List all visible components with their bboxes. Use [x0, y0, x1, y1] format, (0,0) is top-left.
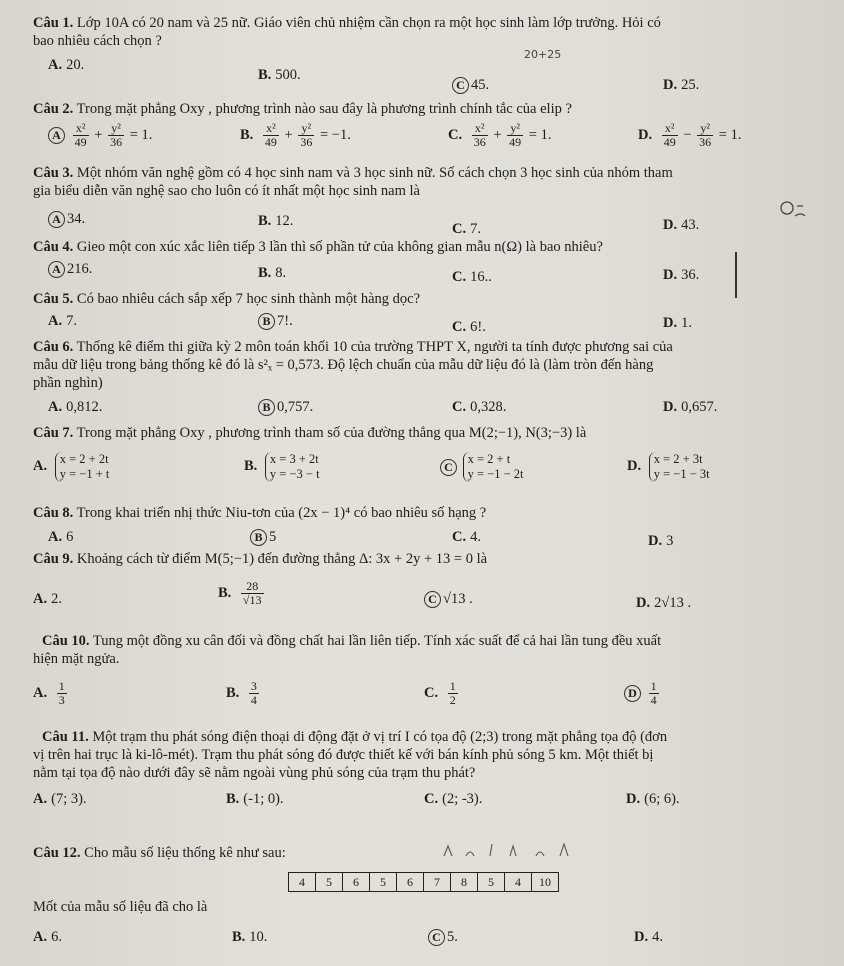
q9-option-b[interactable]: B. $\frac{28}{√13}$	[218, 579, 262, 607]
q1-option-d[interactable]: D. 25.	[663, 77, 700, 93]
q7-line1: Câu 7. Trong mặt phẳng Oxy , phương trình tham số của đường thẳng qua M(2;−1), N(3;−3) là	[33, 425, 587, 441]
q9-line1: Câu 9. Khoảng cách từ điểm M(5;−1) đến đường thẳng Δ: 3x + 2y + 13 = 0 là	[33, 551, 488, 567]
q1-option-b[interactable]: B. 500.	[258, 67, 301, 83]
q7-option-d[interactable]: D. x = 2 + 3t y = −1 − 3t	[627, 452, 710, 481]
sample-cell: 6	[343, 873, 370, 892]
q4-option-d[interactable]: D. 36.	[663, 267, 700, 283]
q11-option-b[interactable]: B. (-1; 0).	[226, 791, 284, 807]
q2-option-b[interactable]: B. $\frac{\text{x²}}{49}$ + $\frac{\text{y²}}{36}$ = −1.	[240, 121, 351, 149]
q10-option-c[interactable]: C. $\frac{1}{2}$	[424, 679, 456, 707]
q8-line1: Câu 8. Trong khai triển nhị thức Niu-tơn của (2x − 1)⁴ có bao nhiêu số hạng ?	[33, 505, 487, 521]
q8-option-c[interactable]: C. 4.	[452, 529, 481, 545]
equation-system: x = 3 + 2t y = −3 − t	[265, 452, 320, 482]
q5-option-d[interactable]: D. 1.	[663, 315, 692, 331]
q12-option-b[interactable]: B. 10.	[232, 929, 268, 945]
margin-line	[735, 252, 737, 298]
q6-line2: mẫu dữ liệu trong bảng thống kê đó là s²ₓ = 0,573. Độ lệch chuẩn của mẫu dữ liệu đó là (làm tròn đến hàng	[33, 357, 654, 373]
margin-doodle-icon	[773, 196, 813, 224]
q12-line2: Mốt của mẫu số liệu đã cho là	[33, 899, 208, 915]
q3-line2: gia biểu diễn văn nghệ sao cho luôn có ít nhất một học sinh nam là	[33, 183, 420, 199]
q3-option-a[interactable]: A 34.	[48, 210, 85, 228]
q1-option-c[interactable]: C 45.	[452, 76, 489, 94]
sample-cell: 5	[316, 873, 343, 892]
q12-line1: Câu 12. Cho mẫu số liệu thống kê như sau:	[33, 845, 286, 861]
q4-option-c[interactable]: C. 16..	[452, 269, 492, 285]
selected-mark-icon: A	[48, 211, 65, 228]
selected-mark-icon: C	[440, 459, 457, 476]
q6-option-d[interactable]: D. 0,657.	[663, 399, 718, 415]
selected-mark-icon: D	[624, 685, 641, 702]
q4-option-b[interactable]: B. 8.	[258, 265, 287, 281]
q3-option-d[interactable]: D. 43.	[663, 217, 700, 233]
q11-option-c[interactable]: C. (2; -3).	[424, 791, 483, 807]
equation-system: x = 2 + 3t y = −1 − 3t	[649, 452, 710, 482]
selected-mark-icon: B	[250, 529, 267, 546]
sample-cell: 8	[451, 873, 478, 892]
handwritten-marks-icon	[440, 840, 590, 860]
q3-line1: Câu 3. Một nhóm văn nghệ gồm có 4 học sinh nam và 3 học sinh nữ. Số cách chọn 3 học sinh của nhóm tham	[33, 165, 673, 181]
q5-option-b[interactable]: B 7!.	[258, 312, 293, 330]
selected-mark-icon: A	[48, 127, 65, 144]
q11-option-a[interactable]: A. (7; 3).	[33, 791, 87, 807]
sample-cell: 5	[478, 873, 505, 892]
equation-system: x = 2 + 2t y = −1 + t	[55, 452, 110, 482]
q11-line3: nằm tại tọa độ nào dưới đây sẽ nằm ngoài vùng phủ sóng của trạm thu phát?	[33, 765, 476, 781]
q1-handwritten-note: 20+25	[524, 48, 562, 61]
q8-option-b[interactable]: B 5	[250, 528, 276, 546]
q5-option-a[interactable]: A. 7.	[48, 313, 77, 329]
sample-cell: 4	[505, 873, 532, 892]
sample-cell: 6	[397, 873, 424, 892]
q3-option-c[interactable]: C. 7.	[452, 221, 481, 237]
q2-option-c[interactable]: C. $\frac{\text{x²}}{36}$ + $\frac{\text{y²}}{49}$ = 1.	[448, 121, 552, 149]
q2-option-d[interactable]: D. $\frac{\text{x²}}{49}$ − $\frac{\text{y²}}{36}$ = 1.	[638, 121, 742, 149]
q10-line2: hiện mặt ngửa.	[33, 651, 120, 667]
q12-option-d[interactable]: D. 4.	[634, 929, 663, 945]
q5-option-c[interactable]: C. 6!.	[452, 319, 486, 335]
q8-option-a[interactable]: A. 6	[48, 529, 74, 545]
q10-option-a[interactable]: A. $\frac{1}{3}$	[33, 679, 65, 707]
q6-line1: Câu 6. Thống kê điểm thi giữa kỳ 2 môn toán khối 10 của trường THPT X, người ta tính được phương sai của	[33, 339, 673, 355]
q12-option-c[interactable]: C 5.	[428, 928, 458, 946]
q9-option-c[interactable]: C √13 .	[424, 590, 473, 608]
q9-option-d[interactable]: D. 2√13 .	[636, 595, 692, 611]
q11-option-d[interactable]: D. (6; 6).	[626, 791, 680, 807]
q11-line1: Câu 11. Một trạm thu phát sóng điện thoại di động đặt ở vị trí I có tọa độ (2;3) trong mặt phẳng tọa độ (đơn	[42, 729, 668, 745]
selected-mark-icon: A	[48, 261, 65, 278]
selected-mark-icon: C	[452, 77, 469, 94]
selected-mark-icon: B	[258, 399, 275, 416]
q7-option-b[interactable]: B. x = 3 + 2t y = −3 − t	[244, 452, 320, 481]
q7-option-c[interactable]	[440, 452, 524, 482]
selected-mark-icon: C	[428, 929, 445, 946]
sample-cell: 4	[289, 873, 316, 892]
q9-option-a[interactable]: A. 2.	[33, 591, 62, 607]
q1-line2: bao nhiêu cách chọn ?	[33, 33, 162, 49]
sample-cell: 7	[424, 873, 451, 892]
q2-option-a[interactable]: A $\frac{\text{x²}}{49}$ + $\frac{\text{y²}}{36}$ = 1.	[48, 122, 152, 160]
selected-mark-icon: C	[424, 591, 441, 608]
q10-option-b[interactable]: B. $\frac{3}{4}$	[226, 679, 257, 707]
q11-line2: vị trên hai trục là ki-lô-mét). Trạm thu phát sóng đó được thiết kế với bán kính phủ sóng 5 km. Một thiết bị	[33, 747, 654, 763]
q1-line1: Câu 1. Lớp 10A có 20 nam và 25 nữ. Giáo viên chủ nhiệm cần chọn ra một học sinh làm lớp trưởng. Hỏi có	[33, 15, 661, 31]
q2-line1: Câu 2. Trong mặt phẳng Oxy , phương trình nào sau đây là phương trình chính tắc của elip ?	[33, 101, 572, 117]
selected-mark-icon: B	[258, 313, 275, 330]
q4-option-a[interactable]: A 216.	[48, 260, 92, 278]
q8-option-d[interactable]: D. 3	[648, 533, 674, 549]
q6-option-a[interactable]: A. 0,812.	[48, 399, 103, 415]
q6-option-c[interactable]: C. 0,328.	[452, 399, 507, 415]
q10-line1: Câu 10. Tung một đồng xu cân đối và đồng chất hai lần liên tiếp. Tính xác suất để cả hai lần tung đều xuất	[42, 633, 662, 649]
q7-option-a[interactable]: A. x = 2 + 2t y = −1 + t	[33, 452, 110, 481]
q6-line3: phần nghìn)	[33, 375, 103, 391]
q1-option-a[interactable]: A. 20.	[48, 57, 85, 73]
sample-cell: 5	[370, 873, 397, 892]
sample-cell: 10	[532, 873, 559, 892]
q6-option-b[interactable]: B 0,757.	[258, 398, 313, 416]
equation-system: x = 2 + t y = −1 − 2t	[463, 452, 524, 482]
q4-line1: Câu 4. Gieo một con xúc xắc liên tiếp 3 lần thì số phần tử của không gian mẫu n(Ω) là bao nhiêu?	[33, 239, 603, 255]
q12-option-a[interactable]: A. 6.	[33, 929, 62, 945]
q3-option-b[interactable]: B. 12.	[258, 213, 294, 229]
sample-data-table	[288, 872, 559, 892]
q5-line1: Câu 5. Có bao nhiêu cách sắp xếp 7 học sinh thành một hàng dọc?	[33, 291, 421, 307]
q10-option-d[interactable]: D $\frac{1}{4}$	[624, 680, 661, 707]
